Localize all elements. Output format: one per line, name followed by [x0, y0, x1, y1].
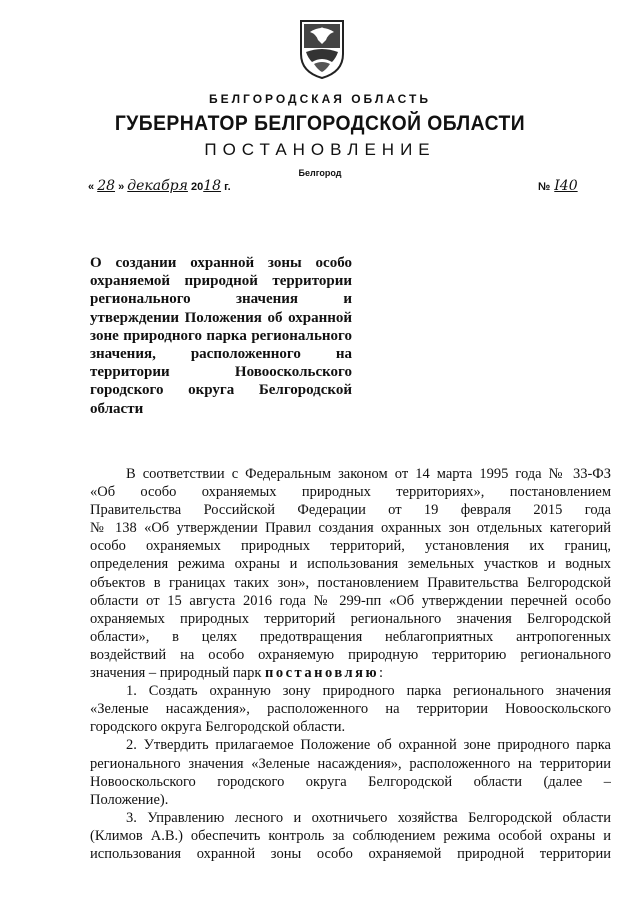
- date-day: 28: [97, 178, 116, 194]
- body-line: «Об особо охраняемых природных территориях», постановлением: [90, 484, 611, 501]
- resolution-word: постановляю: [265, 665, 380, 682]
- title-line: области: [90, 400, 144, 417]
- body-line: особо охраняемых природных территорий, установления их границ,: [90, 538, 611, 555]
- body-line: городского округа Белгородской области.: [90, 719, 346, 736]
- document-body: [90, 465, 611, 863]
- body-line: В соответствии с Федеральным законом от 14 марта 1995 года № 33-ФЗ: [126, 466, 611, 482]
- title-line: значения, расположенного на: [90, 346, 352, 363]
- body-line: регионального значения «Зеленые насаждения», расположенного на территории: [90, 755, 611, 772]
- title-line: утверждении Положения об охранной: [90, 309, 352, 326]
- governor-heading: ГУБЕРНАТОР БЕЛГОРОДСКОЙ ОБЛАСТИ: [114, 112, 526, 135]
- body-line: охраняемых природных территорий регионального значения Белгородской: [90, 610, 611, 627]
- number-value: I40: [554, 178, 578, 194]
- title-line: О создании охранной зоны особо: [90, 255, 352, 271]
- date-year-prefix: 20: [190, 181, 204, 193]
- document-date: [88, 178, 231, 194]
- body-line: Правительства Российской Федерации от 19 февраля 2015 года: [90, 502, 611, 519]
- title-line: городского округа Белгородской: [90, 382, 352, 399]
- document-type-heading: ПОСТАНОВЛЕНИЕ: [204, 140, 436, 159]
- body-line: 3. Управлению лесного и охотничьего хозяйства Белгородской области: [126, 809, 611, 826]
- body-line: области от 15 августа 2016 года № 299-пп «Об утверждении перечней особо: [90, 592, 611, 609]
- city-label: Белгород: [298, 168, 342, 178]
- resolution-lead: значения – природный парк: [90, 665, 262, 682]
- region-heading: БЕЛГОРОДСКАЯ ОБЛАСТЬ: [209, 92, 431, 106]
- body-line: объектов в границах таких зон», постановлением Правительства Белгородской: [90, 574, 611, 591]
- date-year-suffix: 18: [203, 178, 222, 194]
- date-month: декабря: [127, 178, 188, 194]
- body-line: (Климов А.В.) обеспечить контроль за соблюдением режима особой охраны и: [90, 827, 611, 844]
- body-line: «Зеленые насаждения», расположенного на территории Новооскольского: [90, 701, 611, 718]
- body-line: области», в целях предотвращения неблагоприятных антропогенных: [90, 628, 611, 645]
- coat-of-arms-emblem: [298, 18, 346, 80]
- body-line: № 138 «Об утверждении Правил создания охранных зон отдельных категорий: [90, 520, 611, 537]
- body-line: 2. Утвердить прилагаемое Положение об охранной зоне природного парка: [126, 737, 611, 754]
- title-line: территории Новооскольского: [90, 364, 352, 381]
- document-number: [538, 178, 586, 194]
- title-line: охраняемой природной территории: [90, 273, 352, 290]
- date-year-unit: г.: [224, 181, 231, 193]
- title-line: регионального значения и: [90, 291, 352, 308]
- document-title: [90, 254, 352, 418]
- body-line: 1. Создать охранную зону природного парка регионального значения: [126, 683, 611, 700]
- body-line: определения режима охраны и использования земельных участков и водных: [90, 556, 611, 573]
- number-sign: №: [538, 181, 551, 193]
- body-line: Новооскольского городского округа Белгородской области (далее –: [90, 773, 611, 790]
- date-open-quote: «: [88, 181, 95, 193]
- resolution-colon: :: [379, 665, 384, 682]
- title-line: зоне природного парка регионального: [90, 327, 352, 344]
- body-line-resolution: [90, 664, 611, 682]
- body-line: воздействий на особо охраняемую природную территорию регионального: [90, 646, 611, 663]
- body-line: использования охранной зоны особо охраняемой природной территории: [90, 845, 611, 862]
- date-close-quote: »: [118, 181, 125, 193]
- body-line: Положение).: [90, 791, 169, 808]
